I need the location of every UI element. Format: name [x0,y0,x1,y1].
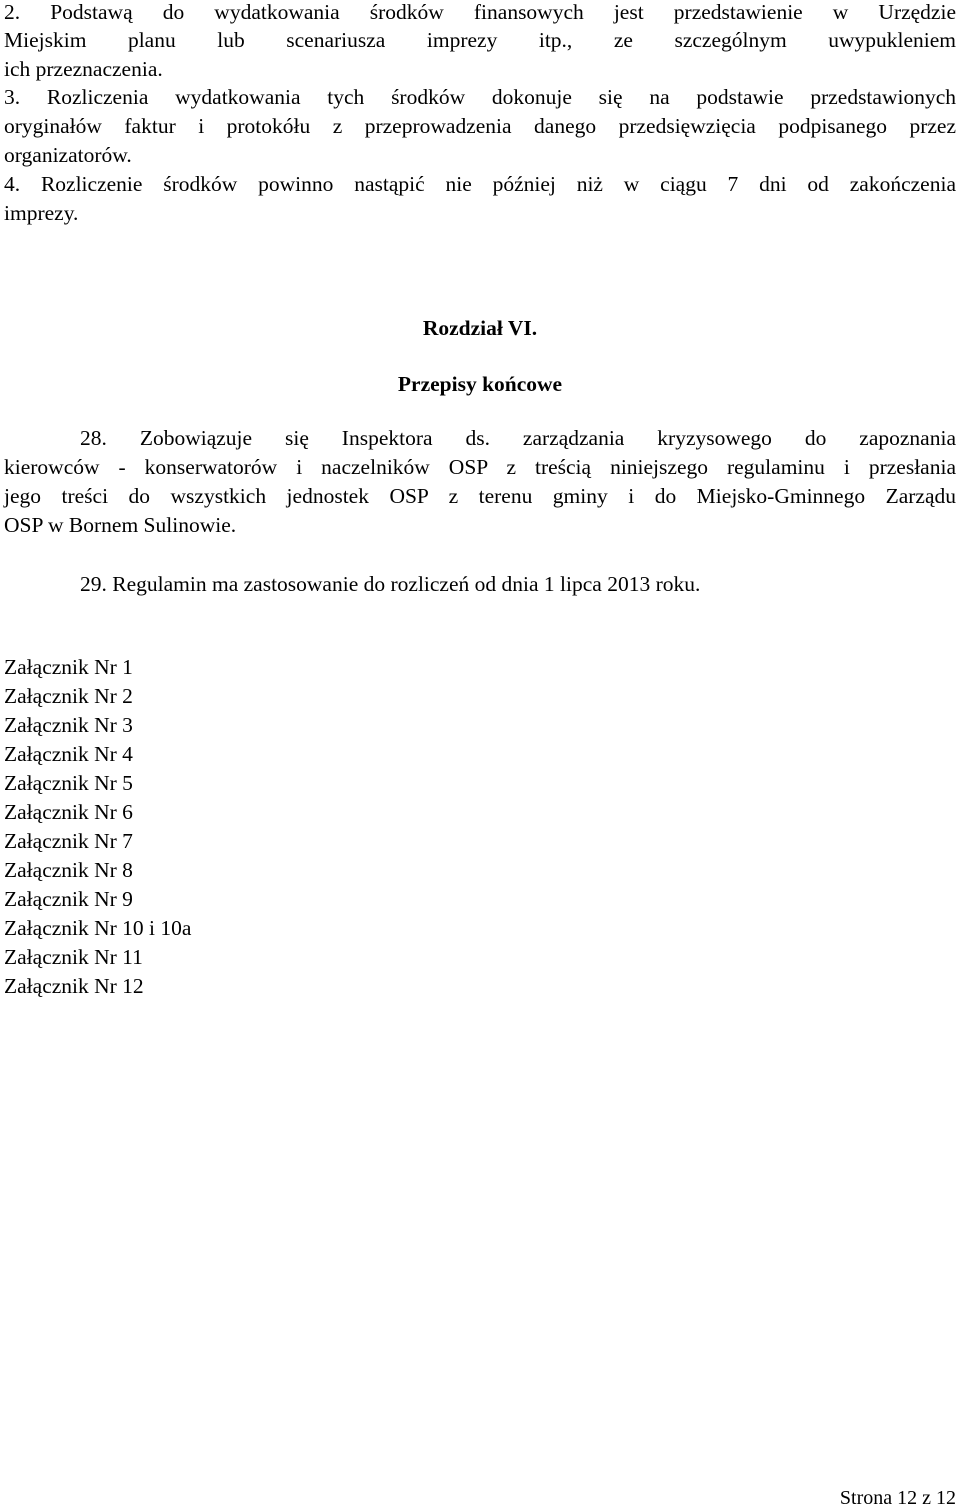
text-line: Miejskim planu lub scenariusza imprezy itp., ze szczególnym uwypukleniem [4,28,956,52]
chapter-title: Rozdział VI. [422,316,538,340]
attachment-item: Załącznik Nr 8 [4,858,133,882]
text-line: 29. Regulamin ma zastosowanie do rozliczeń od dnia 1 lipca 2013 roku. [80,572,701,596]
text-line: 4. Rozliczenie środków powinno nastąpić nie później niż w ciągu 7 dni od zakończenia [4,172,956,196]
text-line: 28. Zobowiązuje się Inspektora ds. zarządzania kryzysowego do zapoznania [80,426,956,450]
attachment-item: Załącznik Nr 9 [4,887,133,911]
attachment-item: Załącznik Nr 7 [4,829,133,853]
text-line: oryginałów faktur i protokółu z przeprowadzenia danego przedsięwzięcia podpisanego przez [4,114,956,138]
attachment-item: Załącznik Nr 2 [4,684,133,708]
text-line: imprezy. [4,201,79,225]
attachment-item: Załącznik Nr 1 [4,655,133,679]
text-line: jego treści do wszystkich jednostek OSP z terenu gminy i do Miejsko-Gminnego Zarządu [4,484,956,508]
text-line: 3. Rozliczenia wydatkowania tych środków dokonuje się na podstawie przedstawionych [4,85,956,109]
text-line: 2. Podstawą do wydatkowania środków finansowych jest przedstawienie w Urzędzie [4,0,956,24]
attachment-item: Załącznik Nr 4 [4,742,133,766]
text-line: ich przeznaczenia. [4,57,163,81]
attachment-item: Załącznik Nr 6 [4,800,133,824]
text-line: kierowców - konserwatorów i naczelników OSP z treścią niniejszego regulaminu i przesłania [4,455,956,479]
attachment-item: Załącznik Nr 12 [4,974,144,998]
text-line: organizatorów. [4,143,132,167]
attachment-item: Załącznik Nr 5 [4,771,133,795]
page-number: Strona 12 z 12 [839,1487,956,1509]
attachment-item: Załącznik Nr 11 [4,945,143,969]
text-line: OSP w Bornem Sulinowie. [4,513,237,537]
chapter-subtitle: Przepisy końcowe [397,372,563,396]
attachment-item: Załącznik Nr 3 [4,713,133,737]
attachment-item: Załącznik Nr 10 i 10a [4,916,192,940]
